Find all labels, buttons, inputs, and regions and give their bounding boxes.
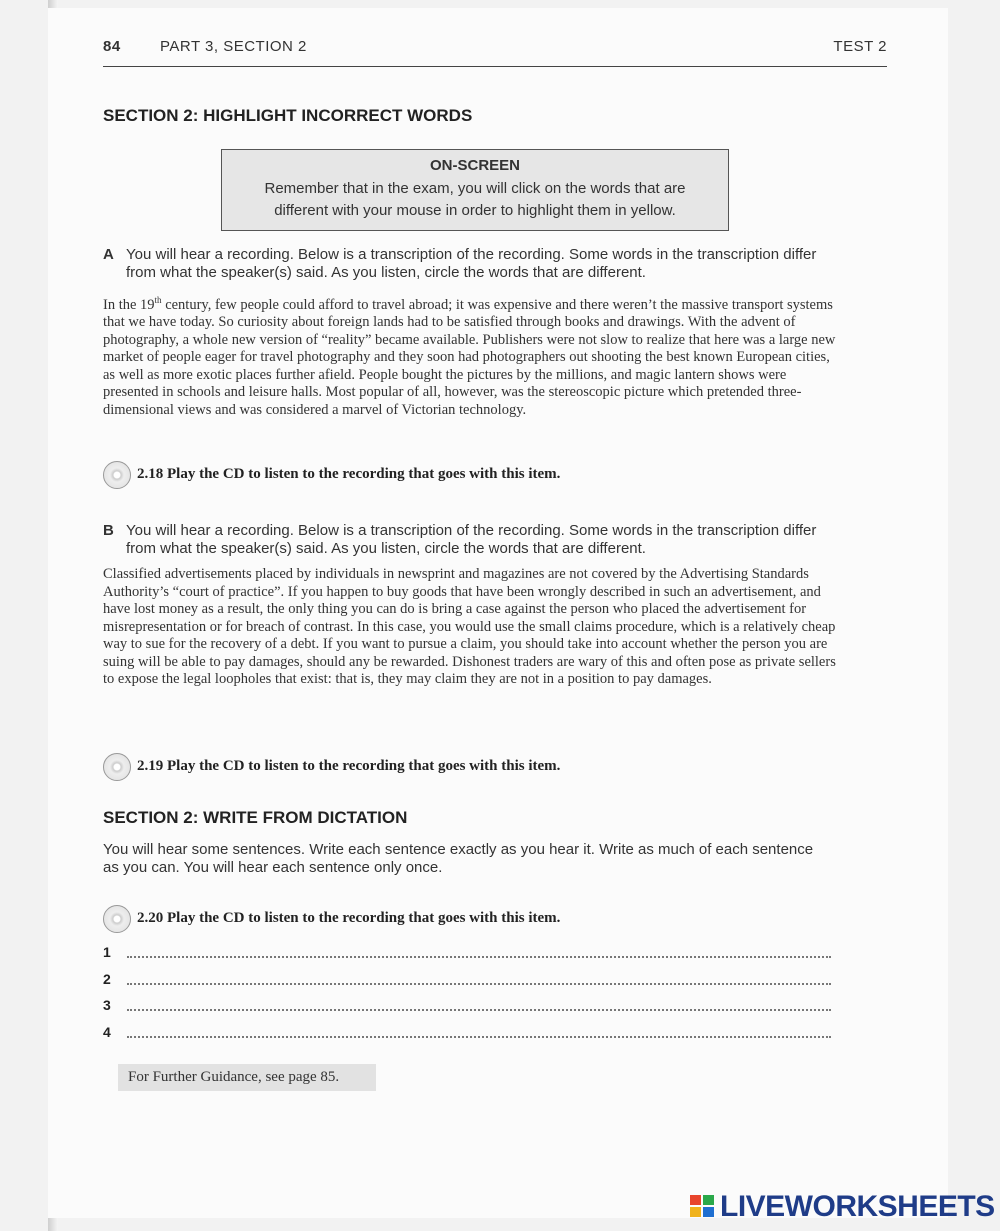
answer-number: 2 bbox=[103, 971, 111, 987]
item-a-passage-start: In the 19 bbox=[103, 296, 155, 313]
answer-line-4[interactable] bbox=[103, 1024, 831, 1044]
item-a-passage bbox=[103, 292, 843, 419]
cd-2-18-label: 2.18 Play the CD to listen to the recording that goes with this item. bbox=[137, 466, 561, 482]
answer-blank[interactable] bbox=[127, 983, 831, 985]
onscreen-body bbox=[222, 178, 728, 222]
onscreen-line-1: Remember that in the exam, you will click on the words that are bbox=[264, 180, 686, 197]
onscreen-line-2: different with your mouse in order to highlight them in yellow. bbox=[274, 202, 676, 219]
cd-icon bbox=[103, 461, 131, 489]
page-header bbox=[103, 36, 887, 67]
item-a-passage-sup: th bbox=[154, 295, 162, 305]
further-guidance-box: For Further Guidance, see page 85. bbox=[118, 1064, 376, 1091]
liveworksheets-logo-icon bbox=[690, 1195, 716, 1219]
dictation-instruction: You will hear some sentences. Write each sentence exactly as you hear it. Write as much of each sentence as you can. You will hear each sentence only once. bbox=[103, 841, 814, 876]
answer-line-1[interactable] bbox=[103, 944, 831, 964]
item-a-instruction-text: You will hear a recording. Below is a transcription of the recording. Some words in the transcription differ from what the speaker(s) said. As you listen, circle the words that are different. bbox=[126, 246, 817, 281]
page-number: 84 bbox=[103, 38, 121, 55]
answer-number: 4 bbox=[103, 1024, 111, 1040]
item-b-instruction-text: You will hear a recording. Below is a transcription of the recording. Some words in the transcription differ from what the speaker(s) said. As you listen, circle the words that are different. bbox=[126, 522, 817, 557]
onscreen-title: ON-SCREEN bbox=[429, 157, 520, 174]
item-a-letter: A bbox=[103, 246, 114, 263]
answer-number: 1 bbox=[103, 944, 111, 960]
cd-2-19-label: 2.19 Play the CD to listen to the recording that goes with this item. bbox=[137, 758, 561, 774]
cd-icon bbox=[103, 905, 131, 933]
item-b-passage: Classified advertisements placed by individuals in newsprint and magazines are not covered by the Advertising Standards Authority’s “court of practice”. If you happen to buy goods that have been wrongly described in such an advertisement, and have lost money as a result, the only thing you can do is bring a case against the person who placed the advertisement for misrepresentation or for breach of contrast. In this case, you would use the small claims procedure, which is a relatively cheap way to sue for the recovery of a debt. If you want to pursue a claim, you should take into account whether the person you are suing will be able to pay damages, should any be rewarded. Dishonest traders are wary of this and often pose as private sellers to expose the legal loopholes that exist: that is, they may claim they are not in a position to pay damages. bbox=[103, 566, 836, 687]
answer-blank[interactable] bbox=[127, 1009, 831, 1011]
item-b-instruction bbox=[103, 522, 843, 558]
section-title-highlight: SECTION 2: HIGHLIGHT INCORRECT WORDS bbox=[103, 106, 473, 125]
answer-blank[interactable] bbox=[127, 1036, 831, 1038]
answer-blank[interactable] bbox=[127, 956, 831, 958]
part-label: PART 3, SECTION 2 bbox=[160, 38, 307, 55]
liveworksheets-logo-text: LIVEWORKSHEETS bbox=[720, 1190, 995, 1223]
item-a-instruction bbox=[103, 246, 843, 282]
answer-number: 3 bbox=[103, 997, 111, 1013]
item-a-passage-rest: century, few people could afford to travel abroad; it was expensive and there weren’t the massive transport systems that we have today. So curiosity about foreign lands had to be satisfied through books and drawings. With the advent of photography, a whole new version of “reality” became available. Publishers were not slow to realize that here was a large new market of people eager for travel photography and they soon had photographers out shooting the best known European cities, as well as more exotic places further afield. People bought the pictures by the millions, and magic lantern shows were presented in schools and leisure halls. Most popular of all, however, was the stereoscopic picture which pretended three-dimensional views and was considered a marvel of Victorian technology. bbox=[103, 296, 836, 418]
section-title-dictation: SECTION 2: WRITE FROM DICTATION bbox=[103, 808, 408, 827]
item-b-letter: B bbox=[103, 522, 114, 539]
answer-line-3[interactable] bbox=[103, 997, 831, 1017]
cd-2-20-label: 2.20 Play the CD to listen to the recording that goes with this item. bbox=[137, 910, 561, 926]
answer-line-2[interactable] bbox=[103, 971, 831, 991]
cd-icon bbox=[103, 753, 131, 781]
onscreen-box bbox=[221, 149, 729, 231]
test-label: TEST 2 bbox=[833, 38, 887, 55]
